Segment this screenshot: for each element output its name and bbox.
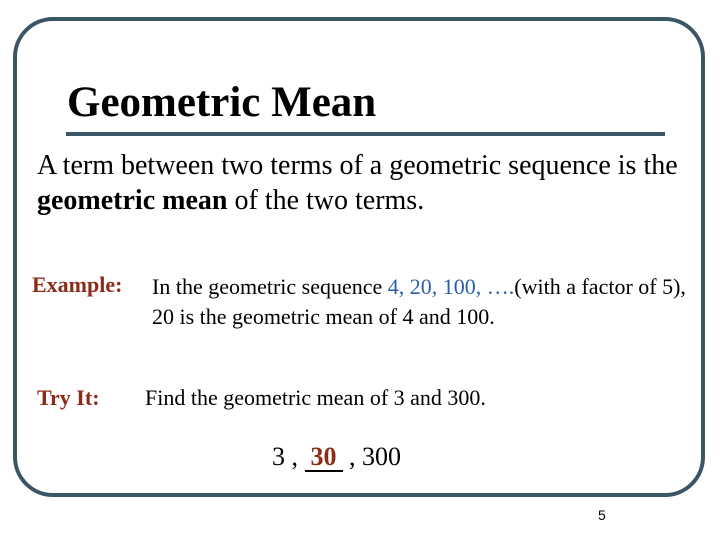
answer-first-term: 3 , — [272, 442, 305, 471]
example-text-before: In the geometric sequence — [152, 274, 388, 299]
example-text-after: (with a factor of 5), 20 is the geometric mean of 4 and 100. — [152, 274, 686, 329]
example-sequence: 4, 20, 100, …. — [387, 274, 515, 299]
answer-blank: 30 — [305, 444, 343, 472]
example-label: Example: — [32, 272, 123, 297]
definition-bold-term: geometric mean — [37, 185, 228, 216]
answer-last-term: , 300 — [342, 442, 401, 471]
try-it-prompt: Find the geometric mean of 3 and 300. — [145, 385, 486, 410]
title-underline — [66, 132, 665, 136]
slide-title: Geometric Mean — [67, 79, 377, 126]
definition-part1: A term between two terms of a geometric sequence is the — [37, 150, 678, 181]
definition-text — [37, 148, 697, 218]
example-text — [152, 272, 692, 332]
answer-line — [272, 442, 401, 472]
page-number: 5 — [598, 507, 606, 523]
definition-part2: of the two terms. — [227, 185, 425, 216]
try-it-label: Try It: — [37, 385, 100, 410]
